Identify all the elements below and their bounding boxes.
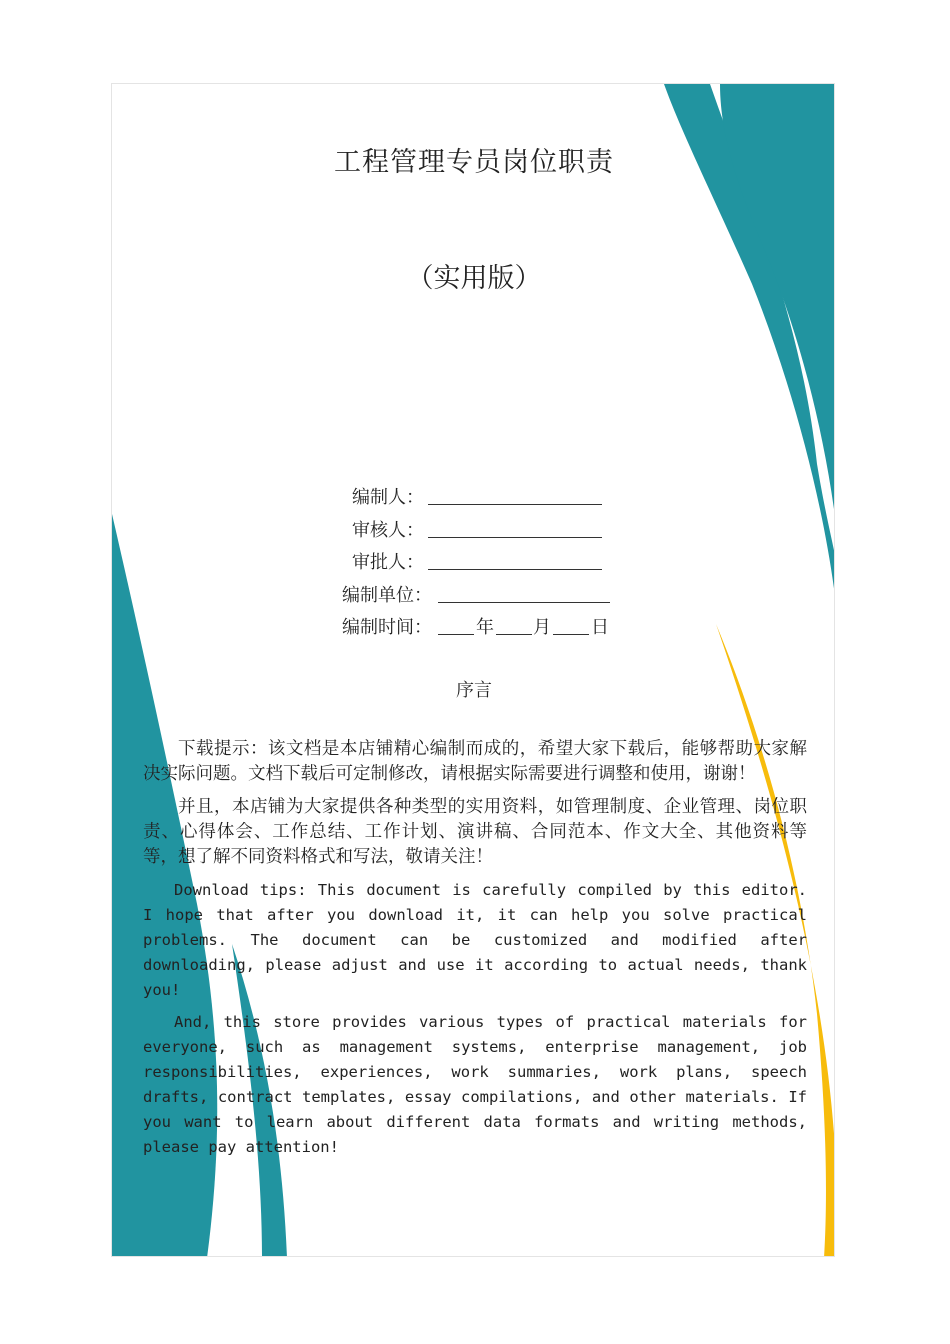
reviewer-field[interactable]	[428, 537, 602, 538]
paragraph-materials-en: And, this store provides various types of practical materials for everyone, such as management systems, enterprise management, job responsibilities, experiences, work summaries, work plans, speech drafts, contract templates, essay compilations, and other materials. If you want to learn about different data formats and writing methods, please pay attention!	[143, 1013, 807, 1156]
approval-form	[112, 482, 835, 645]
form-row-approver	[112, 547, 835, 580]
compiler-field[interactable]	[428, 504, 602, 505]
paragraph-materials: 并且，本店铺为大家提供各种类型的实用资料，如管理制度、企业管理、岗位职责、心得体会、工作总结、工作计划、演讲稿、合同范本、作文大全、其他资料等等，想了解不同资料格式和写法，敬请关注！	[143, 797, 807, 867]
year-label: 年	[476, 617, 494, 638]
approver-field[interactable]	[428, 569, 602, 570]
form-row-compiler	[112, 482, 835, 515]
month-field[interactable]	[496, 634, 532, 635]
document-page	[111, 83, 835, 1257]
time-label: 编制时间：	[342, 617, 432, 638]
approver-label: 审批人：	[352, 552, 424, 573]
paragraph-download-tip: 下载提示：该文档是本店铺精心编制而成的，希望大家下载后，能够帮助大家解决实际问题。文档下载后可定制修改，请根据实际需要进行调整和使用，谢谢！	[143, 739, 807, 784]
day-label: 日	[591, 617, 609, 638]
document-subtitle: （实用版）	[406, 263, 542, 294]
form-row-time	[112, 612, 835, 645]
document-title: 工程管理专员岗位职责	[334, 147, 614, 178]
preface-heading: 序言	[456, 680, 492, 701]
preface-body	[143, 737, 807, 1167]
year-field[interactable]	[438, 634, 474, 635]
compiler-label: 编制人：	[352, 487, 424, 508]
month-label: 月	[533, 617, 551, 638]
reviewer-label: 审核人：	[352, 519, 424, 541]
form-row-unit	[112, 580, 835, 613]
paragraph-download-tip-en: Download tips: This document is carefully compiled by this editor. I hope that after you download it, it can help you solve practical problems. The document can be customized and modified after downloading, please adjust and use it according to actual needs, thank you!	[143, 881, 807, 999]
unit-field[interactable]	[438, 602, 610, 603]
form-row-reviewer	[112, 515, 835, 548]
day-field[interactable]	[553, 634, 589, 635]
unit-label: 编制单位：	[342, 584, 432, 606]
